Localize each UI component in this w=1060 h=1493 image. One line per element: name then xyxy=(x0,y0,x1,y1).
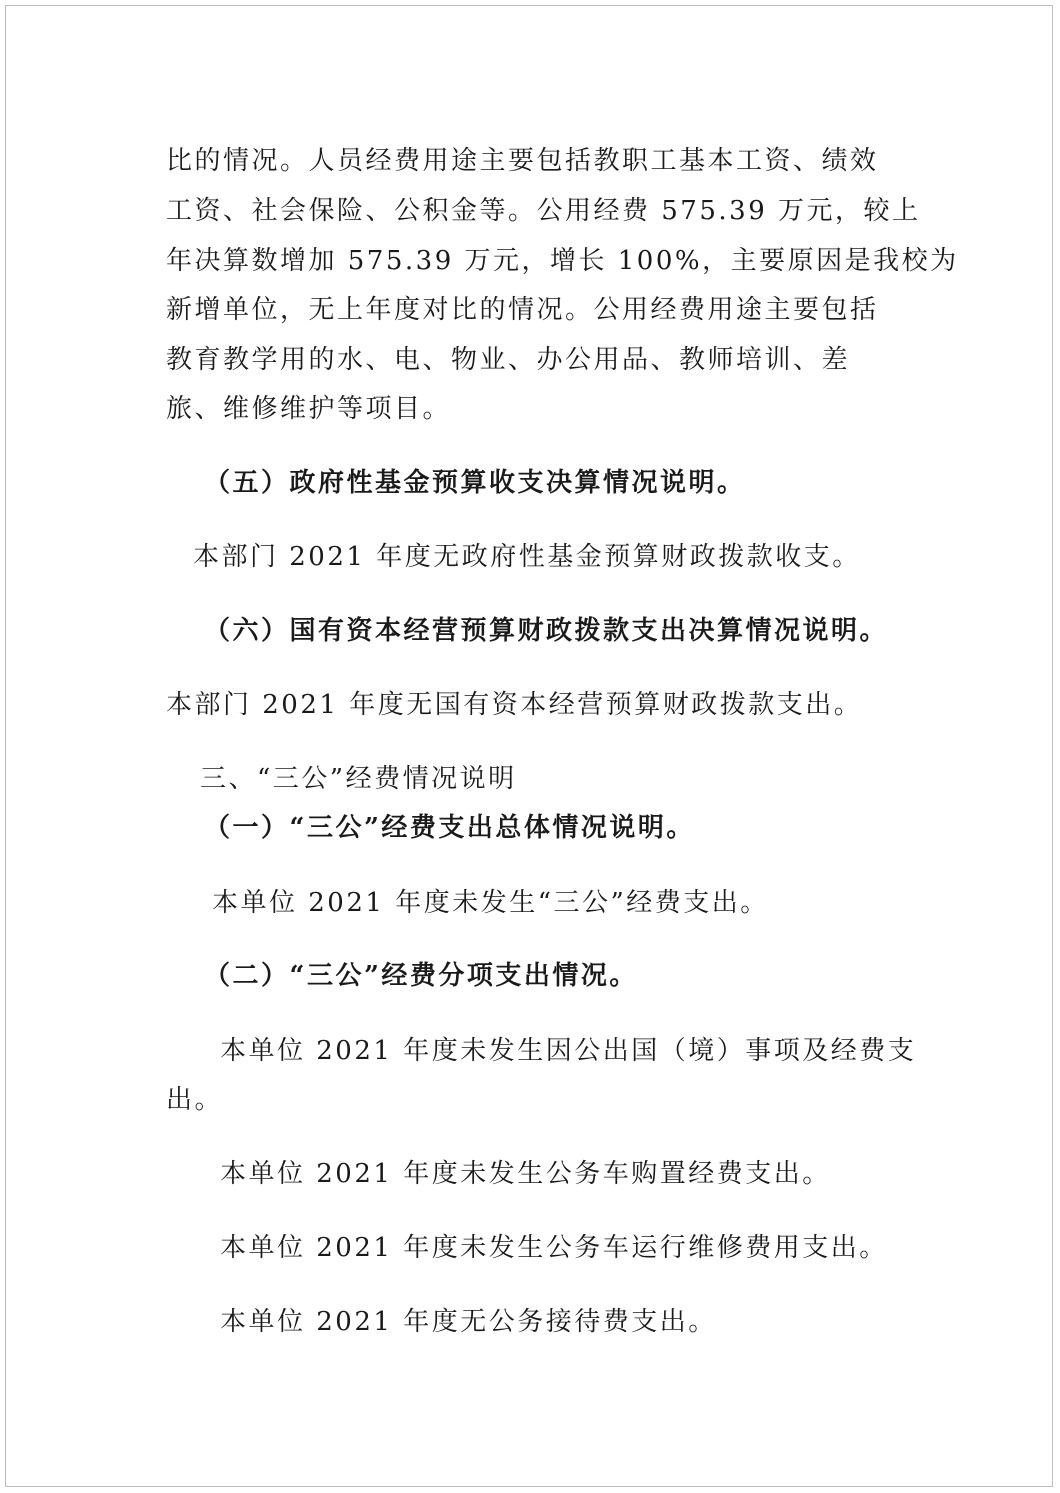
part3-sub2-body2: 本单位 2021 年度未发生公务车购置经费支出。 xyxy=(220,1159,831,1189)
part3-sub2-body4: 本单位 2021 年度无公务接待费支出。 xyxy=(220,1307,717,1337)
paragraph-line: 年决算数增加 575.39 万元，增长 100%，主要原因是我校为 xyxy=(166,246,959,276)
part3-title: 三、“三公”经费情况说明 xyxy=(200,764,517,794)
part3-sub2-body1-line2: 出。 xyxy=(166,1085,224,1115)
section6-heading: （六）国有资本经营预算财政拨款支出决算情况说明。 xyxy=(204,616,889,646)
paragraph-line: 工资、社会保险、公积金等。公用经费 575.39 万元，较上 xyxy=(166,196,921,226)
page-border xyxy=(5,5,1053,1487)
section5-heading: （五）政府性基金预算收支决算情况说明。 xyxy=(204,468,746,498)
paragraph-line: 旅、维修维护等项目。 xyxy=(166,394,452,424)
part3-sub1-body: 本单位 2021 年度未发生“三公”经费支出。 xyxy=(212,888,769,918)
paragraph-line: 比的情况。人员经费用途主要包括教职工基本工资、绩效 xyxy=(166,146,879,176)
part3-sub2-body3: 本单位 2021 年度未发生公务车运行维修费用支出。 xyxy=(220,1233,888,1263)
part3-sub2-heading: （二）“三公”经费分项支出情况。 xyxy=(204,961,638,991)
paragraph-line: 教育教学用的水、电、物业、办公用品、教师培训、差 xyxy=(166,345,851,375)
paragraph-line: 新增单位，无上年度对比的情况。公用经费用途主要包括 xyxy=(166,295,879,325)
section5-body: 本部门 2021 年度无政府性基金预算财政拨款收支。 xyxy=(193,542,861,572)
part3-sub1-heading: （一）“三公”经费支出总体情况说明。 xyxy=(204,813,695,843)
part3-sub2-body1-line1: 本单位 2021 年度未发生因公出国（境）事项及经费支 xyxy=(220,1036,917,1066)
section6-body: 本部门 2021 年度无国有资本经营预算财政拨款支出。 xyxy=(166,690,863,720)
